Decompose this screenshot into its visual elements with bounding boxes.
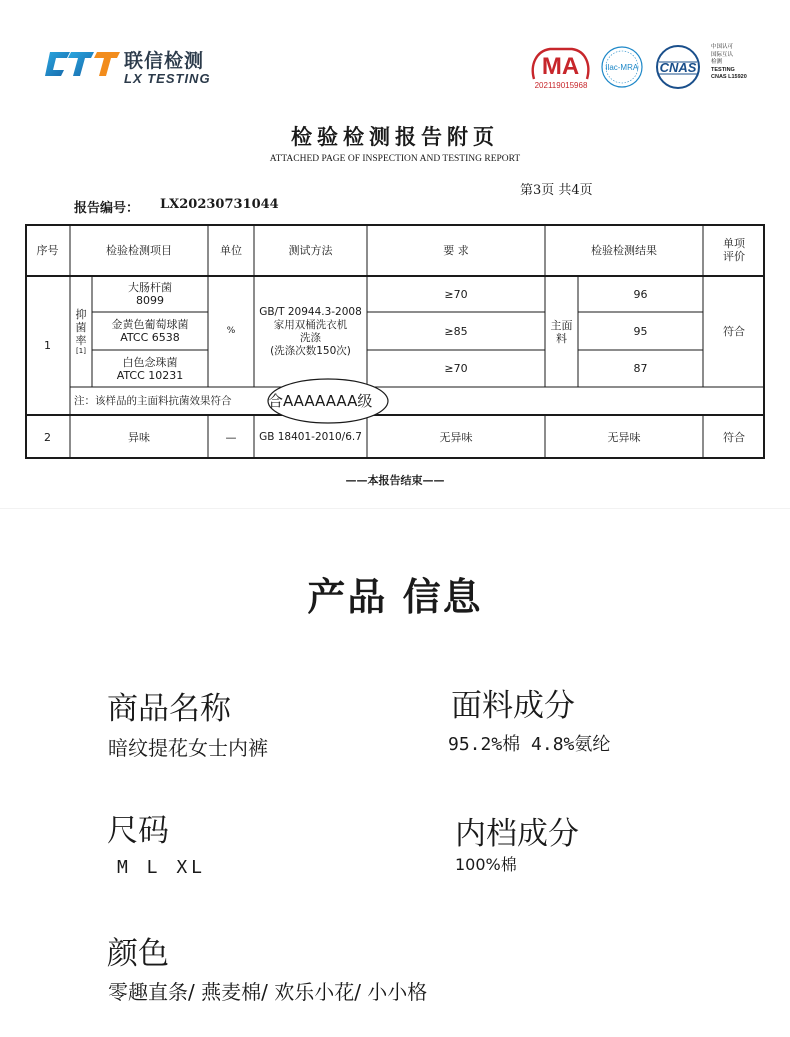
row2-unit: — [225,430,237,444]
sub-item-requirement: ≥85 [444,324,468,338]
row2-requirement: 无异味 [439,430,473,444]
page-number: 第3页 共4页 [520,183,593,198]
row2-item: 异味 [128,430,150,444]
row1-unit: % [226,326,236,336]
report-table [25,224,765,459]
brand-name-en: LX TESTING [124,71,211,86]
row1-note: 注：该样品的主面料抗菌效果符合 [74,394,232,407]
header-item: 检验检测项目 [106,243,172,257]
product-info-title: 产品 信息 [307,575,483,619]
row2-method: GB 18401-2010/6.7 [259,430,362,443]
header-unit: 单位 [220,243,242,257]
cnas-caption-line: 国际互认 [711,51,734,58]
report-end-marker: ——本报告结束—— [345,474,445,487]
sub-item-result: 96 [633,287,648,301]
sub-item-name: 白色念珠菌 ATCC 10231 [116,355,184,382]
sub-item-requirement: ≥70 [444,287,468,301]
row1-material: 主面 料 [550,318,573,345]
cnas-caption-line: 检测 [711,59,723,65]
cnas-logo-icon [653,44,703,90]
row2-seq: 2 [44,430,51,444]
row1-method: GB/T 20944.3-2008 家用双桶洗衣机 洗涤 (洗涤次数150次) [259,305,362,357]
cnas-caption-line: 中国认可 [711,44,734,50]
section-divider [0,508,790,509]
sub-item-requirement: ≥70 [444,362,468,375]
fabric-label: 面料成分 [451,688,575,724]
crotch-label: 内档成分 [455,816,579,852]
header-requirement: 要 求 [443,243,469,257]
svg-text:MA: MA [541,53,580,80]
color-label: 颜色 [107,936,169,972]
sub-item-name: 金黄色葡萄球菌 ATCC 6538 [111,318,189,344]
crotch-value: 100%棉 [455,855,517,874]
product-name-label: 商品名称 [107,691,231,727]
report-title: 检验检测报告附页 [291,124,499,149]
sub-item-name: 大肠杆菌 8099 [128,281,172,307]
row1-category-label: 抑 菌 率 [75,307,87,347]
cnas-caption-line: CNAS L15920 [711,74,747,80]
row2-evaluation: 符合 [723,430,745,444]
row1-seq: 1 [44,339,51,352]
fabric-value: 95.2%棉 4.8%氨纶 [448,734,611,755]
sub-item-result: 87 [633,362,648,375]
cnas-caption [711,44,747,82]
header-evaluation: 单项 评价 [723,237,745,263]
report-subtitle: ATTACHED PAGE OF INSPECTION AND TESTING REPORT [269,154,521,164]
cnas-caption-line: TESTING [711,66,735,73]
sub-item-result: 95 [633,324,648,338]
size-value: M L XL [117,857,207,878]
report-number: LX20230731044 [160,197,279,212]
ilac-mra-logo-icon [599,45,645,89]
cma-number: 202119015968 [534,81,588,90]
color-value: 零趣直条/ 燕麦棉/ 欢乐小花/ 小小格 [108,980,428,1004]
lx-testing-logo-icon [44,46,122,82]
report-number-label: 报告编号： [74,201,140,216]
row1-footnote: [1] [76,346,86,355]
header-result: 检验检测结果 [591,243,657,257]
header-seq: 序号 [36,243,59,257]
product-name-value: 暗纹提花女士内裤 [108,736,268,760]
row1-category [70,276,92,387]
row2-result: 无异味 [607,430,641,444]
header-method: 测试方法 [288,243,333,257]
brand-name-cn: 联信检测 [124,50,205,72]
size-label: 尺码 [107,813,169,849]
svg-text:ilac-MRA: ilac-MRA [605,63,639,72]
svg-text:CNAS: CNAS [659,60,697,75]
row1-note-grade: 合AAAAAAA级 [268,391,373,410]
row1-evaluation: 符合 [723,325,745,338]
